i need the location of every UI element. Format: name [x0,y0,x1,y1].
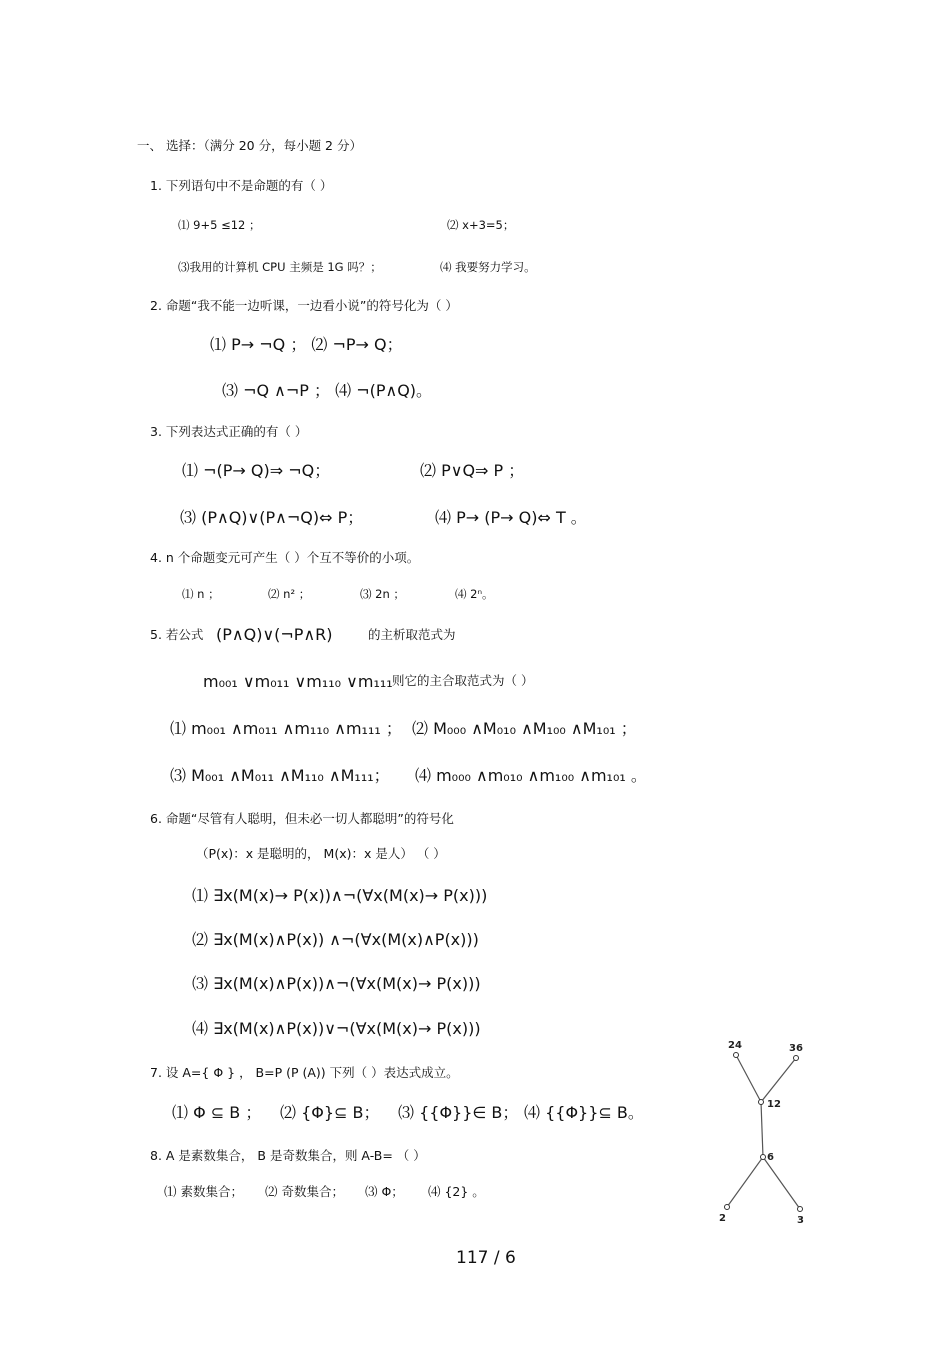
q8-option-1: ⑴ 素数集合； [164,1184,243,1199]
q6-option-1: ⑴ ∃x(M(x)→ P(x))∧¬(∀x(M(x)→ P(x))) [192,886,488,905]
q6-option-4: ⑷ ∃x(M(x)∧P(x))∨¬(∀x(M(x)→ P(x))) [192,1019,481,1038]
q3-option-2: ⑵ P∨Q⇒ P ； [420,461,525,480]
edge-36-12 [761,1058,796,1102]
q4-option-1: ⑴ n ； [182,587,220,601]
question-2-stem: 2. 命题“我不能一边听课，一边看小说”的符号化为（ ） [150,298,458,313]
section-title: 一、 选择：（满分 20 分，每小题 2 分） [137,138,362,153]
q2-options-row-2: ⑶ ¬Q ∧¬P ； ⑷ ¬(P∧Q)。 [222,381,433,400]
q8-option-2: ⑵ 奇数集合； [265,1184,344,1199]
label-2: 2 [719,1213,726,1224]
q1-option-4: ⑷ 我要努力学习。 [440,260,536,274]
q5-formula: (P∧Q)∨(¬P∧R) [216,625,333,644]
question-5-stem: 5. 若公式 [150,627,204,642]
label-24: 24 [728,1040,742,1051]
question-7-stem: 7. 设 A={ Φ } ， B=P (P (A)) 下列（ ）表达式成立。 [150,1065,459,1080]
q1-option-1: ⑴ 9+5 ≤12 ； [178,218,261,232]
node-6 [761,1155,766,1160]
q4-option-2: ⑵ n² ； [268,587,311,601]
q5-line2-tail: 则它的主合取范式为（ ） [392,673,534,688]
question-8-stem: 8. A 是素数集合， B 是奇数集合，则 A-B= （ ） [150,1148,426,1163]
q5-option-2: ⑵ M₀₀₀ ∧M₀₁₀ ∧M₁₀₀ ∧M₁₀₁ ； [412,719,637,738]
q6-option-2: ⑵ ∃x(M(x)∧P(x)) ∧¬(∀x(M(x)∧P(x))) [192,930,479,949]
question-6-stem: 6. 命题“尽管有人聪明，但未必一切人都聪明”的符号化 [150,811,454,826]
label-12: 12 [767,1099,781,1110]
q4-option-4: ⑷ 2ⁿ。 [455,587,494,601]
q5-option-3: ⑶ M₀₀₁ ∧M₀₁₁ ∧M₁₁₀ ∧M₁₁₁； [170,766,390,785]
q3-option-4: ⑷ P→ (P→ Q)⇔ T 。 [435,508,587,527]
question-1-stem: 1. 下列语句中不是命题的有（ ） [150,178,333,193]
q5-minterms: m₀₀₁ ∨m₀₁₁ ∨m₁₁₀ ∨m₁₁₁ [203,672,393,691]
q7-option-3: ⑶ {{Φ}}∈ B； [398,1103,519,1122]
edge-6-3 [763,1157,800,1209]
q1-option-2: ⑵ x+3=5； [447,218,515,232]
node-36 [794,1056,799,1061]
q1-option-3: ⑶我用的计算机 CPU 主频是 1G 吗？； [178,260,382,274]
label-6: 6 [767,1152,774,1163]
q5-option-1: ⑴ m₀₀₁ ∧m₀₁₁ ∧m₁₁₀ ∧m₁₁₁ ； [170,719,402,738]
edge-24-12 [736,1055,761,1102]
q5-option-4: ⑷ m₀₀₀ ∧m₀₁₀ ∧m₁₀₀ ∧m₁₀₁ 。 [415,766,647,785]
hasse-diagram [705,1035,825,1235]
q7-option-2: ⑵ {Φ}⊆ B； [280,1103,380,1122]
q7-option-4: ⑷ {{Φ}}⊆ B。 [524,1103,644,1122]
node-24 [734,1053,739,1058]
page-number: 117 / 6 [456,1248,516,1268]
q3-option-3: ⑶ (P∧Q)∨(P∧¬Q)⇔ P； [180,508,364,527]
q3-option-1: ⑴ ¬(P→ Q)⇒ ¬Q； [182,461,331,480]
q5-stem-tail: 的主析取范式为 [368,627,456,642]
q2-options-row-1: ⑴ P→ ¬Q ； ⑵ ¬P→ Q； [210,335,403,354]
question-4-stem: 4. n 个命题变元可产生（ ）个互不等价的小项。 [150,550,420,565]
label-3: 3 [797,1215,804,1226]
q6-option-3: ⑶ ∃x(M(x)∧P(x))∧¬(∀x(M(x)→ P(x))) [192,974,481,993]
node-2 [725,1205,730,1210]
q7-option-1: ⑴ Φ ⊆ B ； [172,1103,262,1122]
question-3-stem: 3. 下列表达式正确的有（ ） [150,424,308,439]
q4-option-3: ⑶ 2n ； [360,587,405,601]
q6-note: （P(x)：x 是聪明的， M(x)：x 是人） （ ） [196,846,446,861]
label-36: 36 [789,1043,803,1054]
edge-6-2 [727,1157,763,1207]
edge-12-6 [761,1102,763,1157]
q8-option-3: ⑶ Φ； [365,1184,404,1199]
node-3 [798,1207,803,1212]
node-12 [759,1100,764,1105]
q8-option-4: ⑷ {2} 。 [428,1184,485,1199]
